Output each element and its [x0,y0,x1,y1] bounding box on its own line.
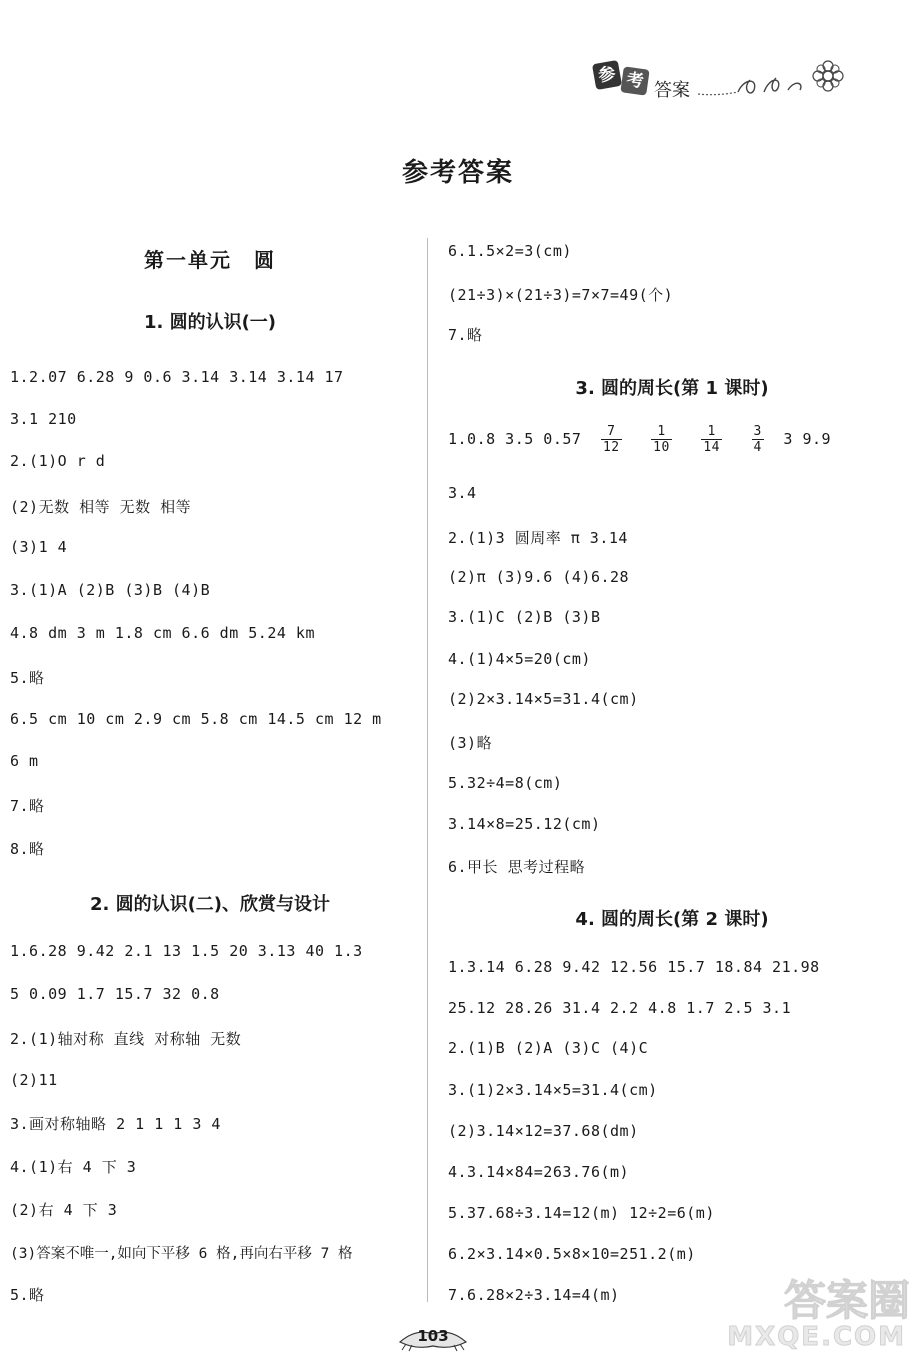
fraction: $\frac{1}{10}$ [653,424,670,455]
section-heading-4: 4. 圆的周长(第 2 课时) [575,909,769,930]
answer-line: (3)1 4 [10,538,68,556]
answer-text: 1.0.8 3.5 0.57 [448,430,582,448]
section-heading-1: 1. 圆的认识(一) [143,312,277,333]
header-badge [594,58,854,106]
answer-line: 3.(1)C (2)B (3)B [448,608,601,626]
answer-line: 4.(1)右 4 下 3 [10,1158,137,1176]
answer-line: (2)11 [10,1071,58,1089]
unit-heading: 第一单元 圆 [144,248,276,272]
answer-line: 2.(1)O r d [10,452,106,470]
watermark-url: MXQE.COM [727,1322,906,1352]
answer-line: 4.3.14×84=263.76(m) [448,1163,630,1181]
answer-line: 6.5 cm 10 cm 2.9 cm 5.8 cm 14.5 cm 12 m [10,710,382,728]
section-heading-3: 3. 圆的周长(第 1 课时) [575,378,769,399]
answer-line: (2)2×3.14×5=31.4(cm) [448,690,639,708]
answer-line: 6.甲长 思考过程略 [448,858,586,876]
answer-line: 6.2×3.14×0.5×8×10=251.2(m) [448,1245,696,1263]
answer-line: 5.略 [10,669,45,687]
answer-text: 3 9.9 [783,430,832,448]
answer-line: 6 m [10,752,39,770]
column-divider [427,238,428,1302]
page-number-text: 103 [417,1327,449,1345]
flower-decoration-icon [698,58,848,98]
answer-line: 5.32÷4=8(cm) [448,774,563,792]
badge-char-1: 参 [592,60,622,90]
answer-line: 5 0.09 1.7 15.7 32 0.8 [10,985,220,1003]
page-number [398,1322,468,1352]
answer-line: (21÷3)×(21÷3)=7×7=49(个) [448,286,674,304]
answer-line: 3.14×8=25.12(cm) [448,815,601,833]
badge-text: 答案 [654,80,690,101]
answer-line: 3.(1)A (2)B (3)B (4)B [10,581,211,599]
answer-line: 1.2.07 6.28 9 0.6 3.14 3.14 3.14 17 [10,368,344,386]
answer-line: 2.(1)B (2)A (3)C (4)C [448,1039,649,1057]
page-title: 参考答案 [401,158,514,188]
answer-line: (3)略 [448,734,493,752]
answer-line: 5.略 [10,1286,45,1304]
answer-line: 1.3.14 6.28 9.42 12.56 15.7 18.84 21.98 [448,958,820,976]
answer-line: 3.1 210 [10,410,77,428]
answer-line: 3.画对称轴略 2 1 1 1 3 4 [10,1115,221,1133]
watermark-text: 答案圈 [783,1276,910,1325]
badge-char-2: 考 [620,66,649,95]
fraction: $\frac{1}{14}$ [703,424,720,455]
answer-line: 6.1.5×2=3(cm) [448,242,572,260]
answer-line: 3.(1)2×3.14×5=31.4(cm) [448,1081,658,1099]
answer-line: 2.(1)轴对称 直线 对称轴 无数 [10,1030,242,1048]
watermark [727,1268,910,1364]
answer-line: (3)答案不唯一,如向下平移 6 格,再向右平移 7 格 [10,1246,353,1262]
answer-line: (2)3.14×12=37.68(dm) [448,1122,639,1140]
answer-line: 7.略 [10,797,45,815]
answer-line: (2)右 4 下 3 [10,1201,118,1219]
answer-line: 7.略 [448,326,483,344]
answer-line: 4.8 dm 3 m 1.8 cm 6.6 dm 5.24 km [10,624,315,642]
answer-line: 7.6.28×2÷3.14=4(m) [448,1286,620,1304]
answer-line: (2)无数 相等 无数 相等 [10,498,192,516]
answer-line: 8.略 [10,840,45,858]
answer-line: 4.(1)4×5=20(cm) [448,650,591,668]
answer-line: 1.6.28 9.42 2.1 13 1.5 20 3.13 40 1.3 [10,942,363,960]
answer-line-with-fractions [448,424,831,455]
fraction: $\frac{3}{4}$ [753,424,762,455]
fraction: $\frac{7}{12}$ [602,424,620,455]
section-heading-2: 2. 圆的认识(二)、欣赏与设计 [89,894,331,915]
answer-line: 5.37.68÷3.14=12(m) 12÷2=6(m) [448,1204,715,1222]
answer-line: 3.4 [448,484,477,502]
answer-line: 25.12 28.26 31.4 2.2 4.8 1.7 2.5 3.1 [448,999,792,1017]
answer-line: 2.(1)3 圆周率 π 3.14 [448,529,628,547]
answer-line: (2)π (3)9.6 (4)6.28 [448,568,630,586]
